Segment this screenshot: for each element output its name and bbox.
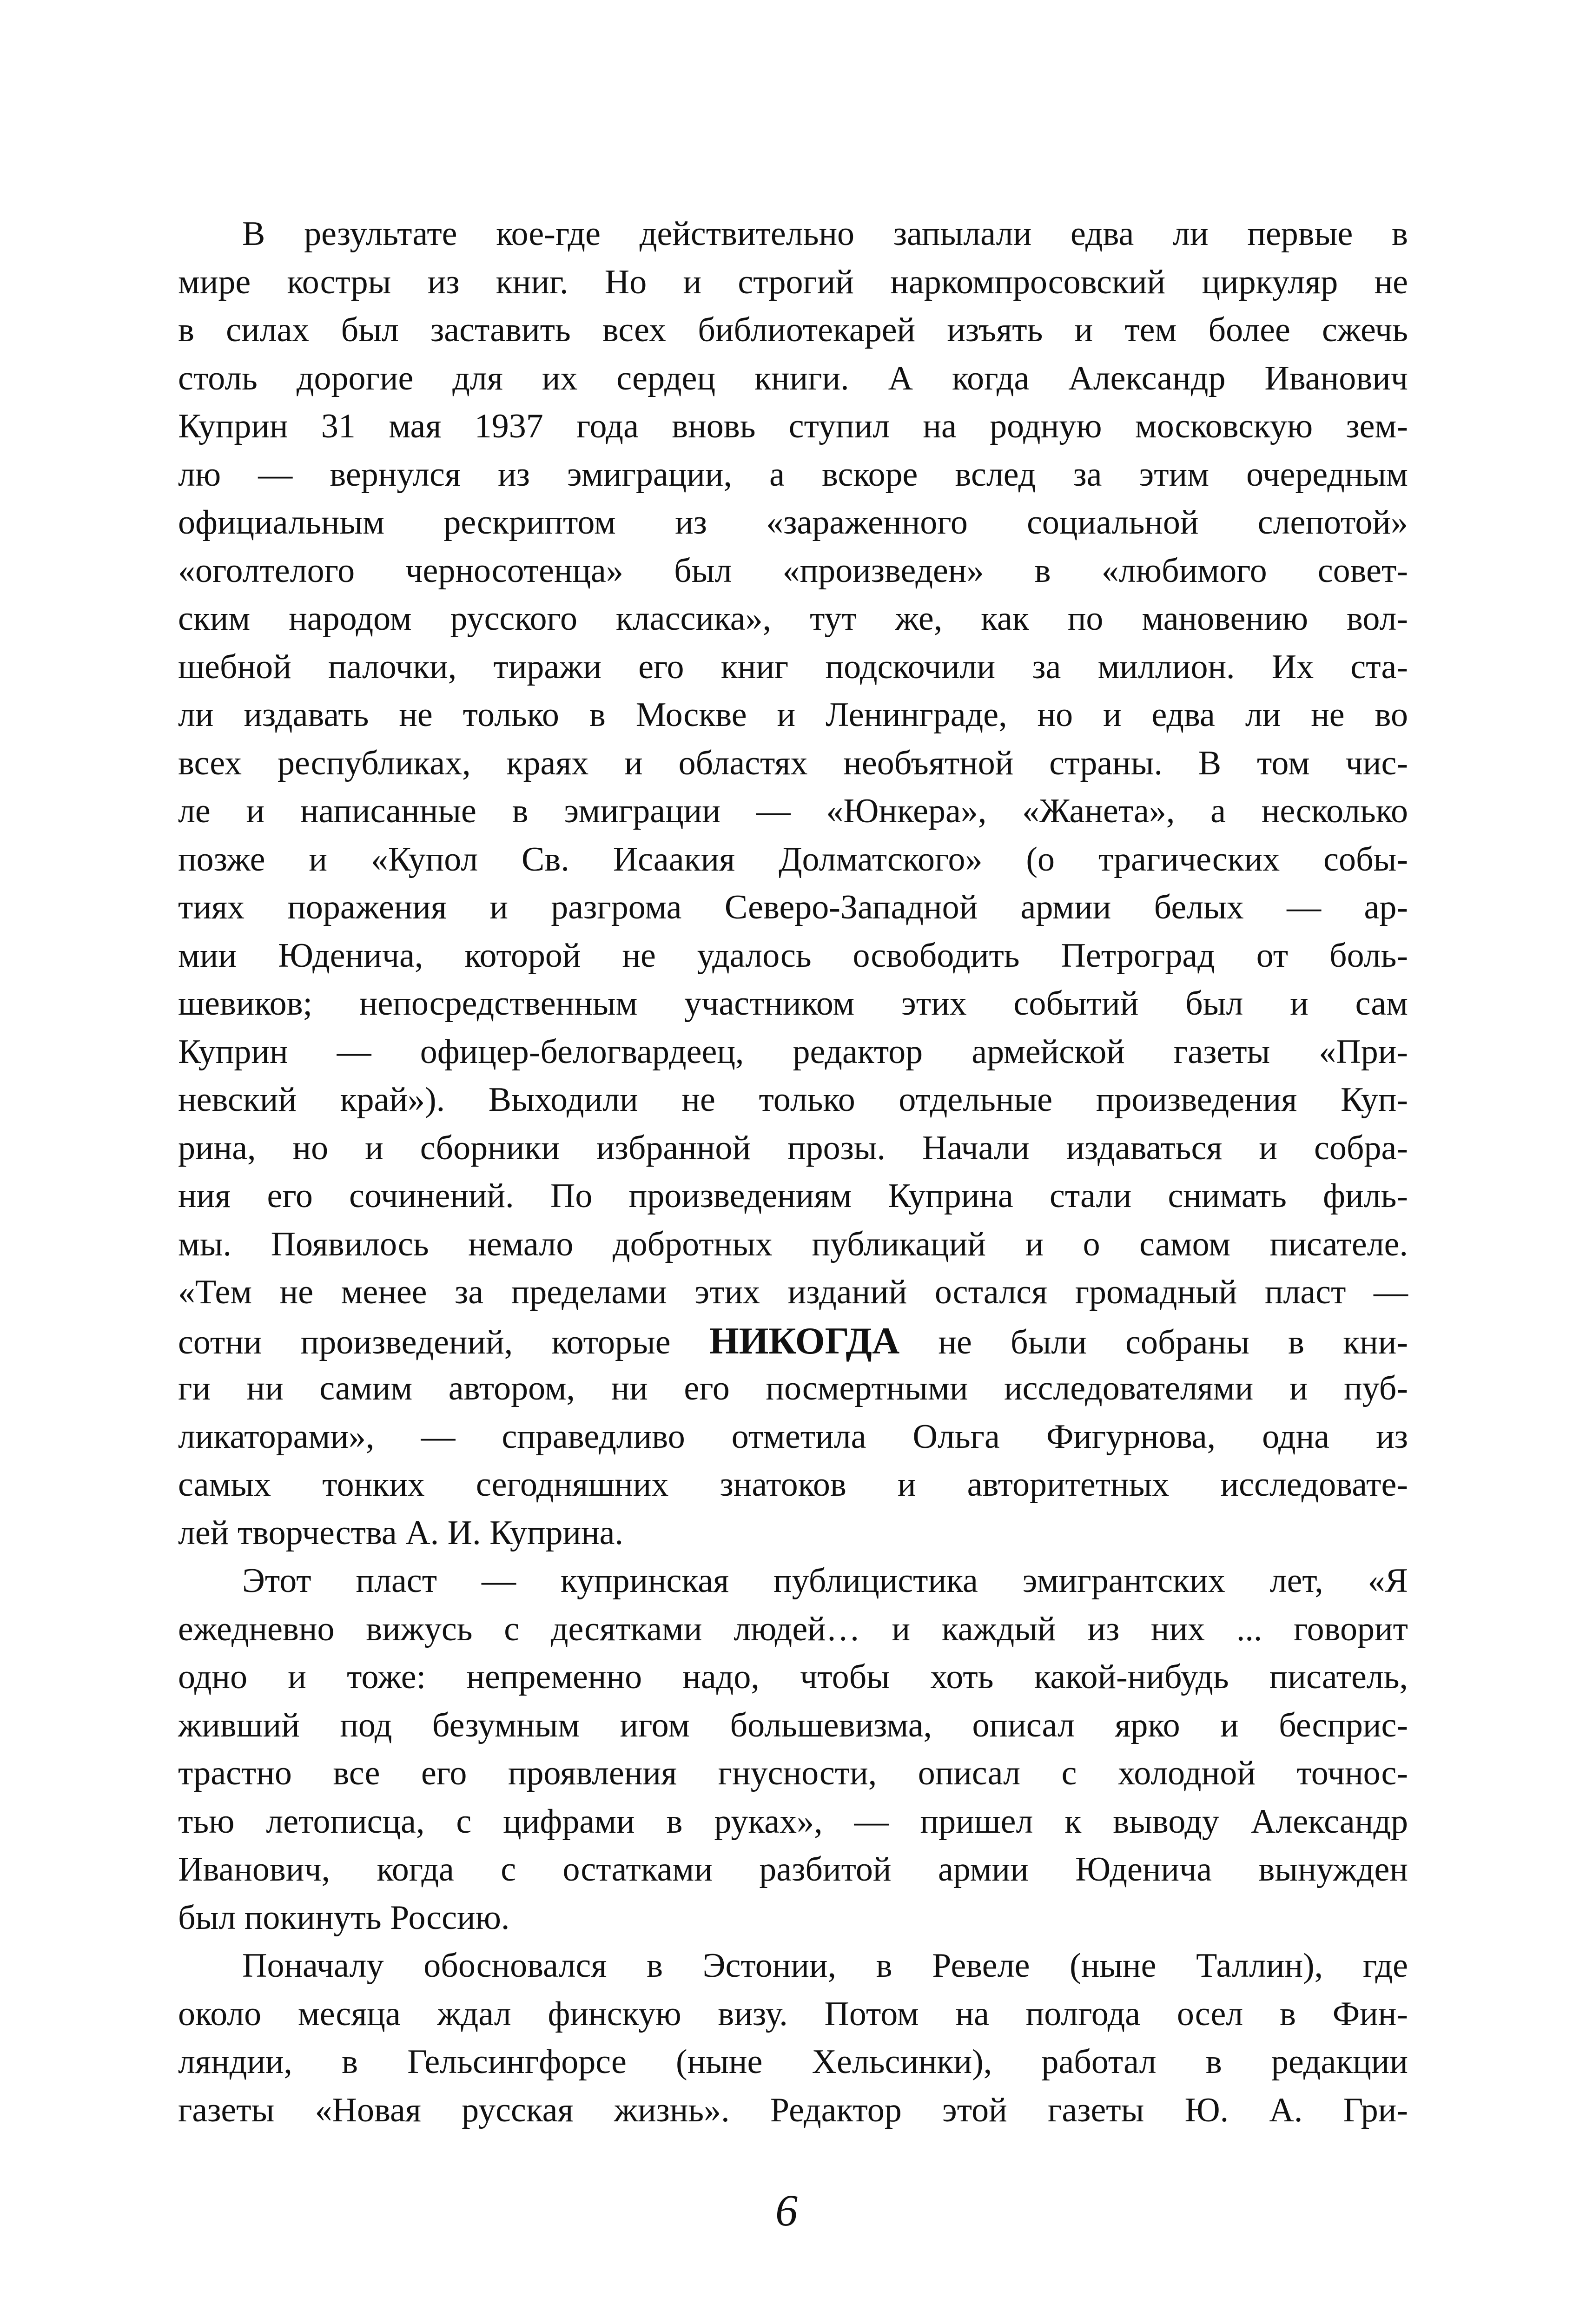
text-line: тью летописца, с цифрами в руках», — пришел к выводу Александр	[178, 1802, 1408, 1841]
text-line: лю — вернулся из эмиграции, а вскоре вслед за этим очередным	[178, 455, 1408, 494]
emphasis-word: НИКОГДА	[709, 1319, 900, 1362]
text-line: живший под безумным игом большевизма, описал ярко и бесприс-	[178, 1706, 1408, 1744]
text-line: ляндии, в Гельсингфорсе (ныне Хельсинки), работал в редакции	[178, 2043, 1408, 2081]
text-line: самых тонких сегодняшних знатоков и авторитетных исследовате-	[178, 1466, 1408, 1504]
text-line: Поначалу обосновался в Эстонии, в Ревеле (ныне Таллин), где	[242, 1947, 1408, 1985]
text-line-emphasis: сотни произведений, которые НИКОГДА не были собраны в кни-	[178, 1319, 1408, 1362]
text-line: ским народом русского классика», тут же, как по мановению вол-	[178, 600, 1408, 638]
text-line: Куприн — офицер-белогвардеец, редактор армейской газеты «При-	[178, 1032, 1408, 1071]
page-number: 6	[775, 2185, 798, 2235]
text-line: Куприн 31 мая 1937 года вновь ступил на родную московскую зем-	[178, 407, 1408, 445]
text-line: ли издавать не только в Москве и Ленинграде, но и едва ли не во	[178, 696, 1408, 734]
text-line: ликаторами», — справедливо отметила Ольга Фигурнова, одна из	[178, 1417, 1408, 1456]
text-line: «оголтелого черносотенца» был «произведен» в «любимого совет-	[178, 551, 1408, 590]
text-line: шевиков; непосредственным участником этих событий был и сам	[178, 984, 1408, 1023]
text-line: около месяца ждал финскую визу. Потом на полгода осел в Фин-	[178, 1994, 1408, 2033]
text-line: всех республиках, краях и областях необъятной страны. В том чис-	[178, 744, 1408, 782]
text-line: газеты «Новая русская жизнь». Редактор этой газеты Ю. А. Гри-	[178, 2091, 1408, 2129]
text-line: одно и тоже: непременно надо, чтобы хоть какой-нибудь писатель,	[178, 1658, 1408, 1696]
body-text	[178, 210, 1408, 2134]
text-line: шебной палочки, тиражи его книг подскочили за миллион. Их ста-	[178, 647, 1408, 686]
text-line: тиях поражения и разгрома Северо-Западной армии белых — ар-	[178, 888, 1408, 926]
text-line: Этот пласт — купринская публицистика эмигрантских лет, «Я	[242, 1562, 1408, 1600]
text-line: официальным рескриптом из «зараженного социальной слепотой»	[178, 503, 1408, 541]
text-line: был покинуть Россию.	[178, 1898, 510, 1937]
text-line: «Тем не менее за пределами этих изданий остался громадный пласт —	[178, 1273, 1408, 1311]
text-line: мире костры из книг. Но и строгий наркомпросовский циркуляр не	[178, 263, 1408, 301]
text-line: мии Юденича, которой не удалось освободить Петроград от боль-	[178, 936, 1408, 975]
text-line: ги ни самим автором, ни его посмертными исследователями и пуб-	[178, 1369, 1408, 1407]
text-line: лей творчества А. И. Куприна.	[178, 1513, 624, 1552]
text-line: ния его сочинений. По произведениям Куприна стали снимать филь-	[178, 1177, 1408, 1215]
text-line: в силах был заставить всех библиотекарей изъять и тем более сжечь	[178, 311, 1408, 349]
text-line: трастно все его проявления гнусности, описал с холодной точнос-	[178, 1754, 1408, 1792]
text-line: Иванович, когда с остатками разбитой армии Юденича вынужден	[178, 1850, 1408, 1888]
text-line: ле и написанные в эмиграции — «Юнкера», «Жанета», а несколько	[178, 792, 1408, 830]
text-line: мы. Появилось немало добротных публикаций и о самом писателе.	[178, 1225, 1408, 1263]
text-line: ежедневно вижусь с десятками людей… и каждый из них ... говорит	[178, 1610, 1408, 1648]
text-line: рина, но и сборники избранной прозы. Начали издаваться и собра-	[178, 1129, 1408, 1167]
text-line: В результате кое-где действительно запылали едва ли первые в	[242, 215, 1408, 253]
text-line: невский край»). Выходили не только отдельные произведения Куп-	[178, 1081, 1408, 1119]
text-line: столь дорогие для их сердец книги. А когда Александр Иванович	[178, 359, 1408, 397]
text-line: позже и «Купол Св. Исаакия Долматского» (о трагических собы-	[178, 840, 1408, 878]
